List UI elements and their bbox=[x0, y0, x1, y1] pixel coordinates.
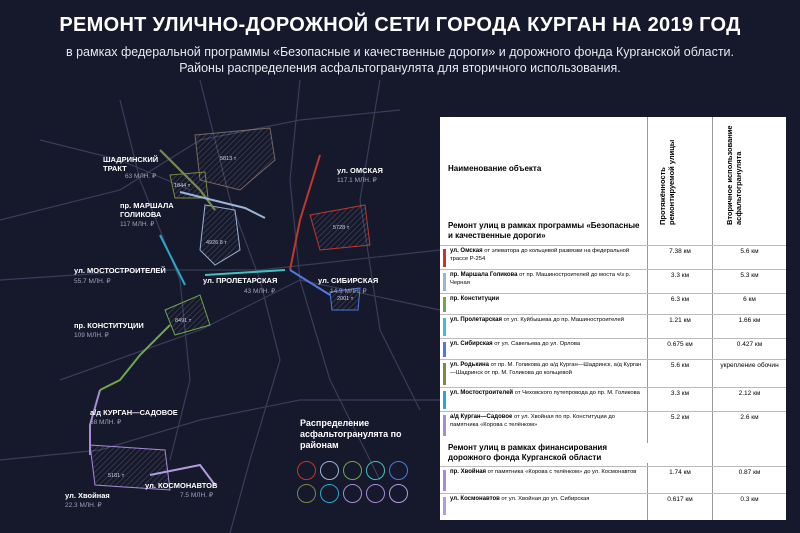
label-konstitucii: пр. КОНСТИТУЦИИ bbox=[74, 321, 144, 330]
area-label: 2001 т bbox=[337, 296, 354, 302]
cost-shadrinsky: 63 МЛН. ₽ bbox=[125, 173, 157, 180]
legend-title: Распределение асфальтогранулята по районам bbox=[300, 418, 402, 450]
label-omskaya: ул. ОМСКАЯ bbox=[337, 166, 383, 175]
row-name: а/д Курган—Садовое от ул. Хвойная по пр. Конституции до памятника «Корова с телёнком» bbox=[450, 414, 616, 428]
legend-swatch-hvoinaya bbox=[366, 484, 385, 503]
table-row bbox=[440, 245, 786, 270]
row-asphalt: 0.3 км bbox=[740, 496, 759, 503]
table-row bbox=[440, 387, 786, 412]
label-proletarskaya: ул. ПРОЛЕТАРСКАЯ bbox=[203, 276, 278, 285]
legend bbox=[297, 461, 423, 503]
area-label: 5813 т bbox=[220, 156, 237, 162]
row-asphalt: 0.87 км bbox=[738, 469, 761, 476]
subtitle-line-1: в рамках федеральной программы «Безопасные и качественные дороги» и дорожного фонда Курганской области. bbox=[65, 45, 735, 59]
label-mostostroiteley: ул. МОСТОСТРОИТЕЛЕЙ bbox=[74, 266, 166, 275]
row-asphalt: 6 км bbox=[743, 296, 756, 303]
section-1-title: Ремонт улиц в рамках программы «Безопасные и качественные дороги» bbox=[448, 221, 643, 241]
row-color-bar bbox=[443, 318, 446, 336]
label-shadrinsky: ШАДРИНСКИЙ ТРАКТ bbox=[103, 155, 159, 173]
row-color-bar bbox=[443, 273, 446, 291]
label-kosmonavtov: ул. КОСМОНАВТОВ bbox=[145, 481, 218, 490]
cost-konstitucii: 109 МЛН. ₽ bbox=[74, 332, 109, 339]
row-length: 5.6 км bbox=[670, 362, 690, 369]
table-row bbox=[440, 411, 786, 439]
area-label: 1844 т bbox=[174, 183, 191, 189]
row-color-bar bbox=[443, 249, 446, 267]
street-konstitucii bbox=[100, 325, 170, 390]
area-label: 5728 т bbox=[333, 225, 350, 231]
page-title: РЕМОНТ УЛИЧНО-ДОРОЖНОЙ СЕТИ ГОРОДА КУРГАН НА 2019 ГОД bbox=[59, 14, 741, 36]
row-length: 1.74 км bbox=[669, 469, 691, 476]
row-color-bar bbox=[443, 415, 446, 436]
row-asphalt: укрепление обочин bbox=[720, 362, 779, 369]
label-kurgan-sadovoe: а/д КУРГАН—САДОВОЕ bbox=[90, 408, 178, 417]
table-row bbox=[440, 466, 786, 494]
table-row bbox=[440, 269, 786, 294]
row-name: ул. Родькина от пр. М. Голикова до а/д Курган—Шадринск, а/д Курган—Шадринск от пр. М. Голикова до кольцевой bbox=[450, 362, 642, 376]
page-subtitle bbox=[0, 44, 800, 76]
row-asphalt: 2.12 км bbox=[738, 390, 761, 397]
legend-swatch-omskaya bbox=[297, 461, 316, 480]
subtitle-line-2: Районы распределения асфальтогранулята для вторичного использования. bbox=[179, 61, 621, 75]
row-length: 0.675 км bbox=[667, 341, 693, 348]
street-omskaya bbox=[290, 155, 320, 270]
legend-swatch-kurgan-sadovoe bbox=[343, 484, 362, 503]
table-row bbox=[440, 493, 786, 518]
area-label: 5181 т bbox=[108, 473, 125, 479]
row-length: 0.617 км bbox=[667, 496, 693, 503]
label-marshala: пр. МАРШАЛА ГОЛИКОВА bbox=[120, 201, 174, 219]
row-name: ул. Мостостроителей от Чеховского путепровода до пр. М. Голикова bbox=[450, 390, 640, 396]
label-hvoinaya: ул. Хвойная bbox=[65, 491, 110, 500]
row-asphalt: 5.6 км bbox=[740, 248, 759, 255]
legend-swatch-rodkina bbox=[297, 484, 316, 503]
area-label: 8491 т bbox=[175, 318, 192, 324]
row-color-bar bbox=[443, 497, 446, 515]
row-asphalt: 1.66 км bbox=[738, 317, 761, 324]
header-asphalt: Вторичное использование асфальтогранулята bbox=[725, 125, 743, 225]
cost-hvoinaya: 22.3 МЛН. ₽ bbox=[65, 502, 102, 509]
cost-mostostroiteley: 55.7 МЛН. ₽ bbox=[74, 278, 111, 285]
row-length: 1.21 км bbox=[669, 317, 691, 324]
row-asphalt: 0.427 км bbox=[736, 341, 763, 348]
row-color-bar bbox=[443, 297, 446, 312]
row-name: пр. Хвойная от памятника «Корова с телёнком» до ул. Космонавтов bbox=[450, 469, 637, 475]
table-row bbox=[440, 293, 786, 315]
row-asphalt: 2.6 км bbox=[740, 414, 759, 421]
label-sibirskaya: ул. СИБИРСКАЯ bbox=[318, 276, 379, 285]
row-name: ул. Сибирская от ул. Савельева до ул. Орлова bbox=[450, 341, 581, 347]
table-row bbox=[440, 359, 786, 388]
row-asphalt: 5.3 км bbox=[740, 272, 759, 279]
legend-swatch-proletarskaya bbox=[366, 461, 385, 480]
row-length: 3.3 км bbox=[670, 272, 690, 279]
street-mostostroiteley bbox=[160, 235, 185, 285]
cost-sibirskaya: 14.9 МЛН. ₽ bbox=[330, 288, 367, 295]
roads-table bbox=[440, 117, 786, 520]
row-name: ул. Космонавтов от ул. Хвойная до ул. Сибирская bbox=[450, 496, 590, 502]
row-length: 6.3 км bbox=[670, 296, 690, 303]
legend-swatch-konstitucii bbox=[343, 461, 362, 480]
row-name: пр. Маршала Голикова от пр. Машиностроителей до моста ч/з р. Черная bbox=[450, 272, 631, 286]
header-name: Наименование объекта bbox=[448, 164, 542, 173]
cost-kurgan-sadovoe: 68 МЛН. ₽ bbox=[90, 419, 122, 426]
table-row bbox=[440, 314, 786, 339]
row-name: ул. Пролетарская от ул. Куйбышева до пр. Машиностроителей bbox=[450, 317, 625, 323]
row-length: 3.3 км bbox=[670, 390, 690, 397]
header-length: Протяжённость ремонтируемой улицы bbox=[658, 139, 676, 225]
legend-swatch-mostostroiteley bbox=[320, 484, 339, 503]
row-name: пр. Конституции bbox=[450, 296, 500, 302]
cost-kosmonavtov: 7.5 МЛН. ₽ bbox=[180, 492, 213, 499]
street-proletarskaya bbox=[205, 270, 285, 275]
table-row bbox=[440, 338, 786, 360]
district-marshala bbox=[200, 205, 240, 265]
legend-swatch-kosmonavtov bbox=[389, 484, 408, 503]
legend-swatch-marshala bbox=[320, 461, 339, 480]
legend-swatch-sibirskaya bbox=[389, 461, 408, 480]
cost-omskaya: 117.1 МЛН. ₽ bbox=[337, 177, 377, 184]
cost-proletarskaya: 43 МЛН. ₽ bbox=[244, 288, 276, 295]
row-color-bar bbox=[443, 391, 446, 409]
row-color-bar bbox=[443, 342, 446, 357]
row-color-bar bbox=[443, 470, 446, 491]
section-2-title: Ремонт улиц в рамках финансирования дорожного фонда Курганской области bbox=[448, 443, 648, 463]
area-label: 4926.8 т bbox=[206, 240, 227, 246]
row-name: ул. Омская от элеватора до кольцевой развязки на федеральной трассе Р-254 bbox=[450, 248, 630, 262]
row-length: 7.38 км bbox=[669, 248, 691, 255]
row-color-bar bbox=[443, 363, 446, 385]
row-length: 5.2 км bbox=[670, 414, 690, 421]
cost-marshala: 117 МЛН. ₽ bbox=[120, 221, 155, 228]
